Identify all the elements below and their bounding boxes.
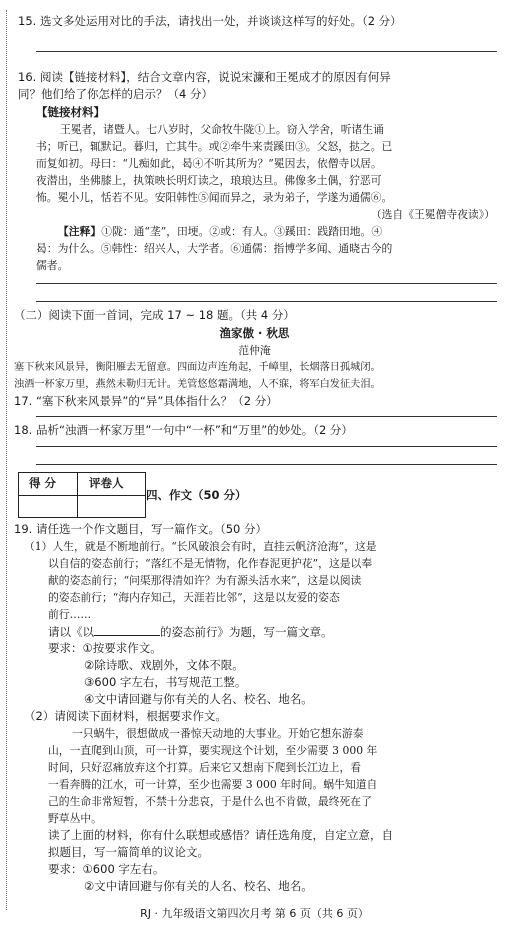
question-15: 15. 选文多处运用对比的手法，请找出一处，并谈谈这样写的好处。（2 分） [18,14,402,28]
answer-line [36,446,497,447]
poem-line: 塞下秋来风景异，衡阳雁去无留意。四面边声连角起，千嶂里，长烟落日孤城闭。 [14,362,381,373]
requirement-item: ①按要求作文。 [82,641,162,655]
answer-line [36,464,497,465]
notes-label: 【注释】 [58,225,102,238]
prompt-2-line: 一看奔腾的江水，可一计算，至少也需要 3 000 年时间。蜗牛知道自 [48,778,378,791]
passage-line: 怖。冕小儿，恬若不见。安阳韩性⑤闻而异之，录为弟子，学遂为通儒⑥。 [36,191,393,204]
score-box [18,472,146,518]
poem-title: 渔家傲 · 秋思 [219,326,290,340]
requirement-item: ②文中请回避与你有关的人名、校名、地名。 [84,879,313,893]
section-2-header: （二）阅读下面一首词，完成 17 ~ 18 题。（共 4 分） [14,308,295,322]
grader-label: 评卷人 [89,476,124,490]
poem-line: 浊酒一杯家万里，燕然未勒归无计。羌管悠悠霜满地，人不寐，将军白发征夫泪。 [14,379,381,390]
prompt-2-line: 山，一直爬到山顶，可一计算，要实现这个计划，至少需要 3 000 年 [48,744,378,757]
prompt-1-line: 献的姿态前行；“问渠那得清如许？为有源头活水来”，这是以阅读 [48,574,362,587]
requirement-item: ③600 字左右，书写规范工整。 [84,675,247,689]
passage-line: 书；听已，辄默记。暮归，亡其牛。或②牵牛来责蹊田③。父怒，挞之。已 [36,140,393,153]
prompt-1-line: 前行…… [48,608,92,621]
question-16-line2: 同？他们给了你怎样的启示？（4 分） [18,87,213,101]
passage-line: 而复如初。母曰：“儿痴如此，曷④不听其所为？”冕因去，依僧寺以居。 [36,157,382,170]
answer-line [36,283,497,284]
prompt-1-line: 以自信的姿态前行；“落红不是无情物，化作春泥更护花”，这是以奉 [48,557,373,570]
score-label: 得 分 [29,476,57,490]
answer-line [36,416,497,417]
section-4-title: 四、作文（50 分） [146,488,247,502]
title-blank [94,624,160,636]
question-17: 17. “塞下秋来风景异”的“异”具体指什么？（2 分） [14,394,278,408]
note-line: 曷：为什么。⑤韩性：绍兴人，大学者。⑥通儒：指博学多闻、通晓古今的 [36,242,393,255]
prompt-1-line: （1）人生，就是不断地前行。“长风破浪会有时，直挂云帆济沧海”，这是 [24,540,377,553]
page-footer: RJ · 九年级语文第四次月考 第 6 页（共 6 页） [140,907,369,920]
prompt-1-line: 的姿态前行；“海内存知己，天涯若比邻”，这是以友爱的姿态 [48,591,340,604]
prompt-2-line: 时间，只好忍痛放弃这个打算。后来它又想南下爬到长江边上，看 [48,761,362,774]
prompt-2-line: 野草丛中。 [48,812,102,825]
prompt-2-heading: （2）请阅读下面材料，根据要求作文。 [24,709,227,723]
question-16-line1: 16. 阅读【链接材料】，结合文章内容，说说宋濂和王冕成才的原因有何异 [18,70,391,84]
passage-line: 夜潜出，坐佛膝上，执策映长明灯读之，琅琅达旦。佛像多土偶，狞恶可 [36,174,382,187]
answer-line [36,301,497,302]
requirement-item: ①600 字左右。 [82,862,165,876]
requirement-item: ④文中请回避与你有关的人名、校名、地名。 [84,692,313,706]
prompt-2-instruction: 读了上面的材料，你有什么联想或感悟？请任选角度，自定立意，自 [48,828,393,842]
link-material-title: 【链接材料】 [36,105,105,119]
prompt-2-instruction: 拟题目，写一篇简单的议论文。 [48,845,209,859]
question-19-intro: 19. 请任选一个作文题目，写一篇作文。（50 分） [14,522,267,536]
requirement-label: 要求： [48,641,83,655]
requirement-item: ②除诗歌、戏剧外，文体不限。 [84,658,244,672]
note-line: 儒者。 [36,259,69,272]
note-line: ①陇：通“垄”，田埂。②或：有人。③蹊田：践踏田地。④ [101,225,383,238]
poem-author: 范仲淹 [238,344,271,357]
prompt-2-line: 己的生命非常短暂，不禁十分悲哀，于是什么也不肯做，最终死在了 [48,795,372,808]
answer-line [36,51,497,52]
prompt-2-line: 一只蜗牛，很想做成一番惊天动地的大事业。开始它想东游泰 [72,727,364,740]
prompt-1-title-instruction: 请以《以 的姿态前行》为题，写一篇文章。 [48,625,333,639]
passage-line: 王冕者，诸暨人。七八岁时，父命牧牛陇①上。窃入学舍，听诸生诵 [60,123,384,136]
question-18: 18. 品析“浊酒一杯家万里”一句中“一杯”和“万里”的妙处。（2 分） [14,423,353,437]
binding-margin-line [6,10,7,910]
requirement-label: 要求： [48,862,83,876]
passage-source: （选自《王冕僧寺夜读》） [370,208,495,221]
